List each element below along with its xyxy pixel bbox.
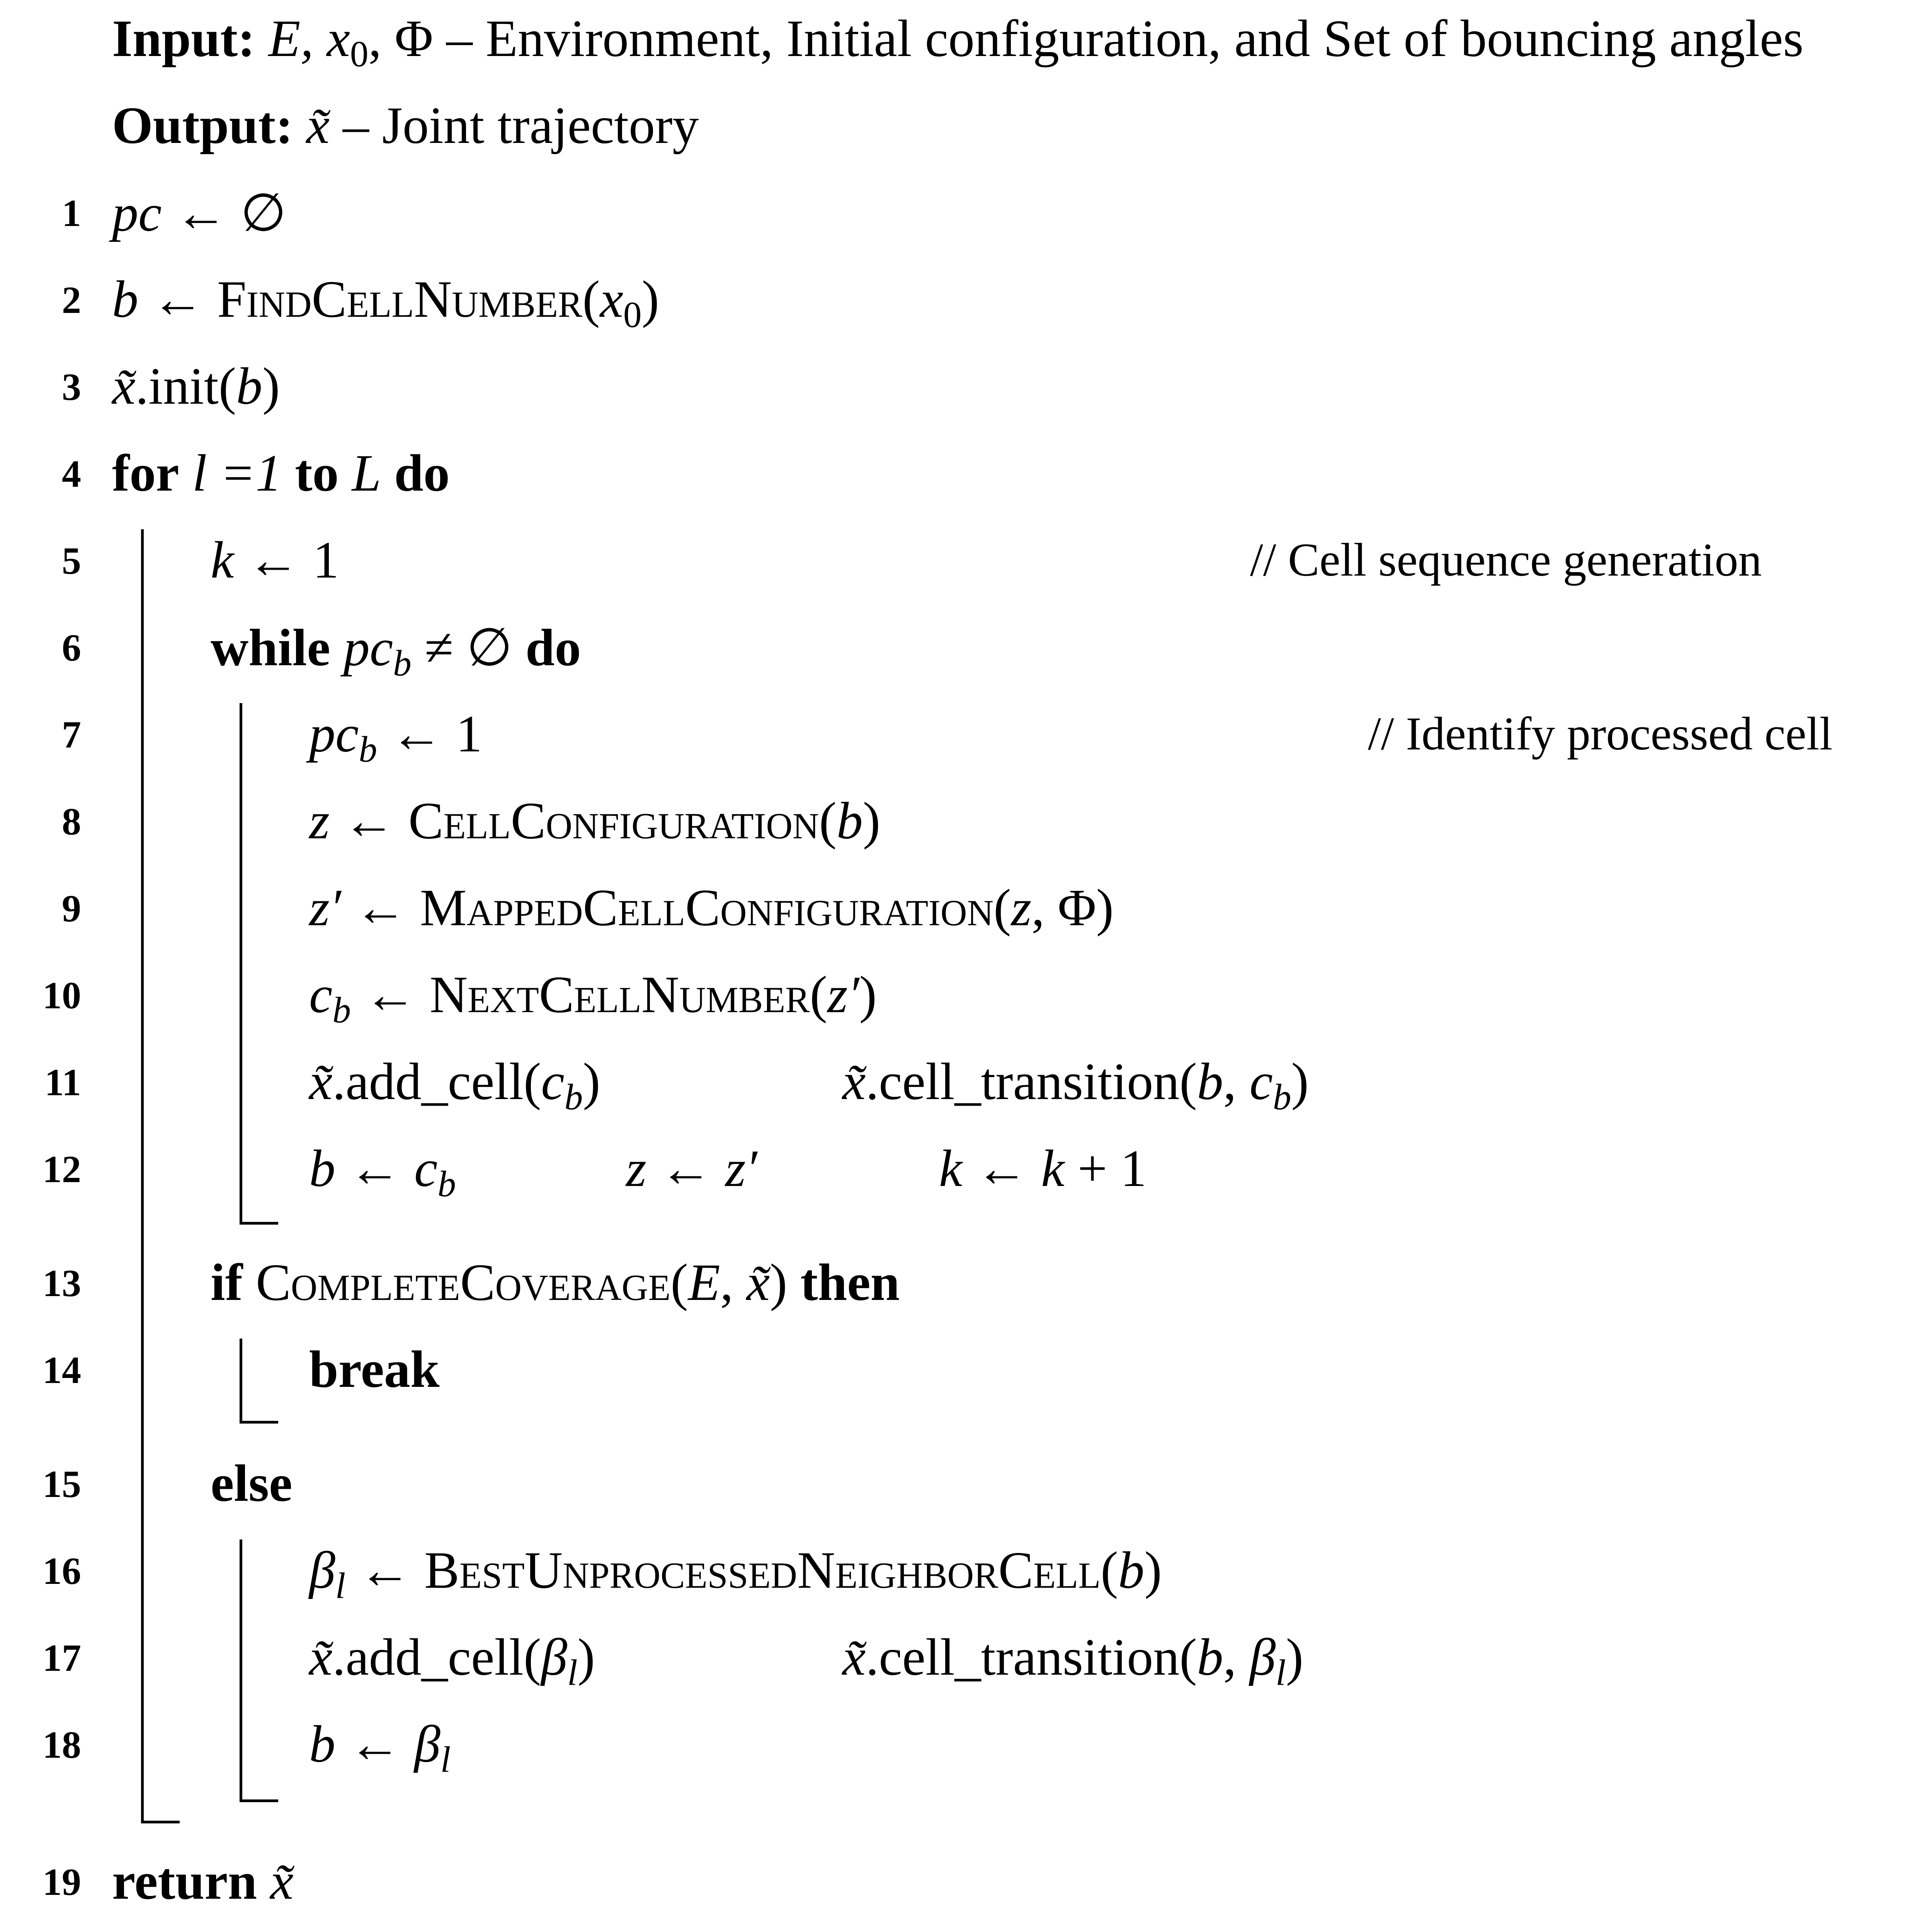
subscript: l (1276, 1652, 1286, 1693)
input-line (0, 0, 1932, 81)
line-number: 15 (43, 1463, 81, 1505)
line-number: 6 (62, 626, 81, 669)
var-beta: β (309, 1541, 335, 1599)
var-b: b (309, 1715, 335, 1773)
output-description: – Joint trajectory (329, 97, 699, 155)
operator: ← (138, 270, 217, 328)
else-block-rule (240, 1539, 242, 1802)
line-number: 8 (62, 800, 81, 843)
paren-close: ) (770, 1254, 787, 1312)
comma: , (720, 1254, 747, 1312)
keyword-to: to (295, 444, 339, 502)
var-x-tilde: x̃ (746, 1254, 770, 1312)
operator: ≠ ∅ (411, 619, 526, 677)
line-number: 2 (62, 279, 81, 321)
code-line-18 (0, 1706, 1932, 1787)
line-number: 14 (43, 1349, 81, 1392)
keyword-do: do (394, 444, 450, 502)
comma: , (1223, 1053, 1250, 1111)
code-line-19 (0, 1843, 1932, 1924)
paren-close: ) (1291, 1053, 1309, 1111)
var-k: k (211, 531, 234, 589)
code-line-4 (0, 435, 1932, 516)
function-name: CompleteCoverage (256, 1254, 671, 1312)
subscript: l (567, 1652, 578, 1693)
var-z: z (309, 792, 330, 850)
code-line-8 (0, 782, 1932, 863)
line-number: 9 (62, 887, 81, 930)
var-x-tilde: x̃ (112, 357, 136, 415)
keyword-if: if (211, 1254, 243, 1312)
operator: ← (646, 1140, 725, 1198)
output-label: Output: (112, 97, 293, 155)
var-b: b (1197, 1628, 1223, 1686)
var-pc: pc (112, 184, 162, 242)
var-c: c (541, 1053, 565, 1111)
var-b: b (309, 1140, 335, 1198)
paren-close: ) (262, 357, 280, 415)
paren-open: ( (1100, 1541, 1118, 1599)
comma: , (1223, 1628, 1250, 1686)
var-beta: β (414, 1715, 440, 1773)
keyword-else: else (211, 1454, 293, 1512)
input-phi: , Φ (368, 10, 433, 68)
var-b: b (112, 270, 138, 328)
method-add-cell: .add_cell( (332, 1053, 541, 1111)
else-block-rule-end (240, 1799, 278, 1802)
operator: ← (341, 879, 420, 937)
code-line-12 (0, 1130, 1932, 1211)
operator: ← (350, 966, 430, 1024)
output-line (0, 87, 1932, 168)
operator: ← (335, 1715, 414, 1773)
output-var: x̃ (306, 97, 330, 155)
paren-close: ) (1096, 879, 1114, 937)
var-pc: pc (309, 705, 359, 763)
paren-open: ( (993, 879, 1011, 937)
comment: // Cell sequence generation (1250, 534, 1762, 586)
function-name: CellConfiguration (408, 792, 819, 850)
keyword-then: then (800, 1254, 900, 1312)
code-line-6 (0, 608, 1932, 690)
function-name: NextCellNumber (429, 966, 810, 1024)
line-number: 4 (62, 452, 81, 495)
var-k: k (939, 1140, 963, 1198)
operator: ← 1 (234, 531, 339, 589)
argument-phi: , Φ (1031, 879, 1096, 937)
var-c: c (414, 1140, 438, 1198)
loop-var: l (192, 444, 207, 502)
code-line-16 (0, 1532, 1932, 1613)
paren-open: ( (819, 792, 837, 850)
operator: ← (329, 792, 408, 850)
var-x-tilde: x̃ (309, 1628, 333, 1686)
if-block-rule-end (240, 1421, 278, 1424)
paren-close: ) (862, 792, 881, 850)
operator: ← ∅ (162, 184, 286, 242)
line-number: 3 (62, 365, 81, 408)
line-number: 10 (43, 974, 81, 1017)
code-line-10 (0, 956, 1932, 1037)
var-b: b (1197, 1053, 1223, 1111)
keyword-return: return (112, 1852, 257, 1910)
argument: x (600, 270, 624, 328)
paren-close: ) (859, 966, 877, 1024)
operator: ← (335, 1140, 414, 1198)
operator: ← (345, 1541, 425, 1599)
var-z: z (626, 1140, 646, 1198)
var-z-prime: z′ (725, 1140, 757, 1198)
line-number: 16 (43, 1550, 81, 1592)
code-line-9 (0, 869, 1932, 950)
operator: ← 1 (377, 705, 482, 763)
argument: z′ (827, 966, 859, 1024)
subscript: 0 (623, 294, 642, 335)
paren-close: ) (583, 1053, 600, 1111)
var-k: k (1041, 1140, 1065, 1198)
line-number: 7 (62, 713, 81, 756)
subscript: b (359, 729, 377, 770)
for-block-rule-end (141, 1821, 180, 1823)
while-block-rule-end (240, 1222, 278, 1225)
function-name: FindCellNumber (217, 270, 583, 328)
argument: z (1011, 879, 1032, 937)
line-number: 18 (43, 1723, 81, 1766)
keyword-do: do (525, 619, 581, 677)
line-number: 5 (62, 539, 81, 582)
line-number: 17 (43, 1636, 81, 1679)
code-line-7 (0, 695, 1932, 776)
subscript: b (332, 989, 351, 1031)
paren-open: ( (582, 270, 600, 328)
method-cell-transition: .cell_transition( (866, 1053, 1197, 1111)
loop-start: =1 (207, 444, 295, 502)
paren-open: ( (810, 966, 827, 1024)
argument: b (236, 357, 263, 415)
input-sub: 0 (350, 33, 369, 75)
var-c: c (309, 966, 333, 1024)
var-x-tilde: x̃ (270, 1852, 294, 1910)
paren-close: ) (577, 1628, 595, 1686)
method-call: .init( (135, 357, 236, 415)
operator: ← (962, 1140, 1041, 1198)
subscript: b (1273, 1076, 1291, 1118)
line-number: 12 (43, 1148, 81, 1191)
paren-close: ) (1144, 1541, 1162, 1599)
keyword-break: break (309, 1341, 440, 1398)
code-line-13 (0, 1244, 1932, 1325)
subscript: l (440, 1739, 451, 1780)
var-x-tilde: x̃ (309, 1053, 333, 1111)
var-beta: β (541, 1628, 568, 1686)
code-line-14 (0, 1331, 1932, 1412)
code-line-3 (0, 348, 1932, 429)
line-number: 1 (62, 192, 81, 234)
var-x-tilde: x̃ (842, 1053, 866, 1111)
method-cell-transition: .cell_transition( (866, 1628, 1197, 1686)
paren-close: ) (641, 270, 659, 328)
input-vars: E, x (268, 10, 350, 68)
var-c: c (1249, 1053, 1273, 1111)
input-description: – Environment, Initial configuration, and Set of bouncing angles (433, 10, 1804, 68)
line-number: 19 (43, 1860, 81, 1903)
subscript: b (437, 1163, 456, 1205)
keyword-while: while (211, 619, 330, 677)
line-number: 13 (43, 1262, 81, 1305)
code-line-17 (0, 1619, 1932, 1700)
code-line-2 (0, 261, 1932, 342)
code-line-1 (0, 174, 1932, 255)
code-line-15 (0, 1445, 1932, 1526)
if-block-rule (240, 1339, 242, 1424)
input-label: Input: (112, 10, 255, 68)
paren-close: ) (1286, 1628, 1304, 1686)
method-add-cell: .add_cell( (332, 1628, 541, 1686)
argument: b (836, 792, 863, 850)
for-block-rule (141, 529, 144, 1823)
function-name: MappedCellConfiguration (420, 879, 994, 937)
argument: b (1118, 1541, 1145, 1599)
line-number: 11 (44, 1061, 81, 1104)
loop-end: L (352, 444, 381, 502)
paren-open: ( (670, 1254, 688, 1312)
while-block-rule (240, 703, 242, 1225)
var-pc: pc (343, 619, 393, 677)
code-line-5 (0, 522, 1932, 603)
var-x-tilde: x̃ (842, 1628, 866, 1686)
argument: E (688, 1254, 720, 1312)
subscript: b (393, 642, 412, 684)
subscript: b (564, 1076, 583, 1118)
comment: // Identify processed cell (1368, 708, 1833, 760)
var-z-prime: z′ (309, 879, 341, 937)
operator-plus: + 1 (1064, 1140, 1147, 1198)
code-line-11 (0, 1043, 1932, 1124)
keyword-for: for (112, 444, 179, 502)
subscript: l (335, 1565, 346, 1606)
function-name: BestUnprocessedNeighborCell (424, 1541, 1101, 1599)
var-beta: β (1249, 1628, 1276, 1686)
